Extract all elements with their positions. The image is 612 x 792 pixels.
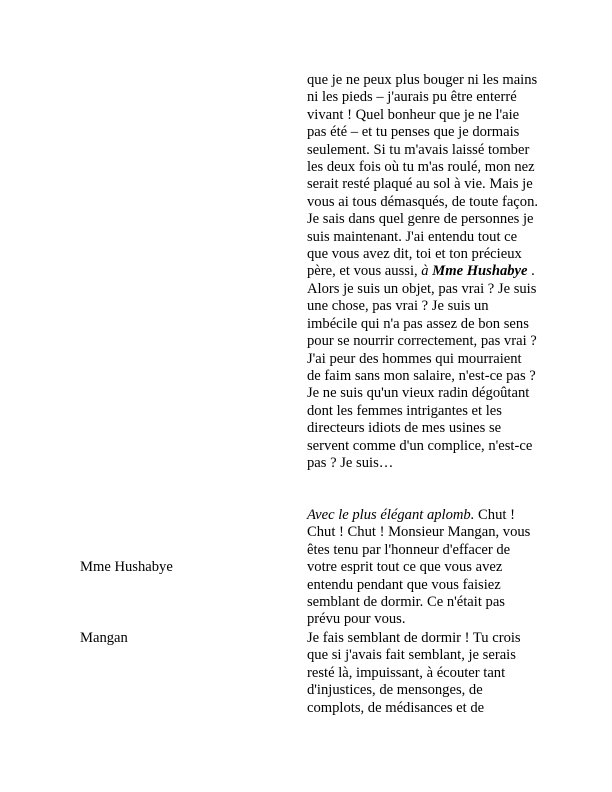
addressee: Mme Hushabye: [432, 263, 528, 280]
speaker-name: Mangan: [80, 630, 128, 646]
speech-mangan: [307, 630, 539, 717]
speaker-name: Mme Hushabye: [80, 559, 173, 575]
stage-direction: Avec le plus élégant aplomb.: [307, 507, 475, 523]
speech-hushabye: [307, 507, 539, 629]
speech-text-before: que je ne peux plus bouger ni les mains ni les pieds – j'aurais pu être enterré vivant ! Quel bonheur que je ne l'aie pas été – et tu penses que je dormais seulement. Si tu m'avais laissé tomber les deux fois où tu m'as roulé, mon nez serait resté plaqué au sol à vie. Mais je vous ai tous démasqués, de toute façon. Je sais dans quel genre de personnes je suis maintenant. J'ai entendu tout ce que vous avez dit, toi et ton précieux père, et vous aussi,: [307, 72, 539, 280]
speech-text-after: . Alors je suis un objet, pas vrai ? Je suis une chose, pas vrai ? Je suis un imbécile qui n'a pas assez de bon sens pour se nourrir correctement, pas vrai ? J'ai peur des hommes qui mourraient de faim sans mon salaire, n'est-ce pas ? Je ne suis qu'un vieux radin dégoûtant dont les femmes intrigantes et les directeurs idiots de mes usines se servent comme d'un complice, n'est-ce pas ? Je suis…: [307, 263, 537, 471]
speech-text: [307, 507, 539, 629]
speech-text: [307, 72, 539, 472]
stage-direction: à: [421, 263, 429, 280]
speech-continuation: [307, 72, 539, 472]
speech-body: Je fais semblant de dormir ! Tu crois que si j'avais fait semblant, je serais resté là, impuissant, à écouter tant d'injustices, de mensonges, de complots, de médisances et de: [307, 630, 521, 716]
speech-body: Chut ! Chut ! Chut ! Monsieur Mangan, vous êtes tenu par l'honneur d'effacer de votre esprit tout ce que vous avez entendu pendant que vous faisiez semblant de dormir. Ce n'était pas prévu pour vous.: [307, 507, 531, 628]
